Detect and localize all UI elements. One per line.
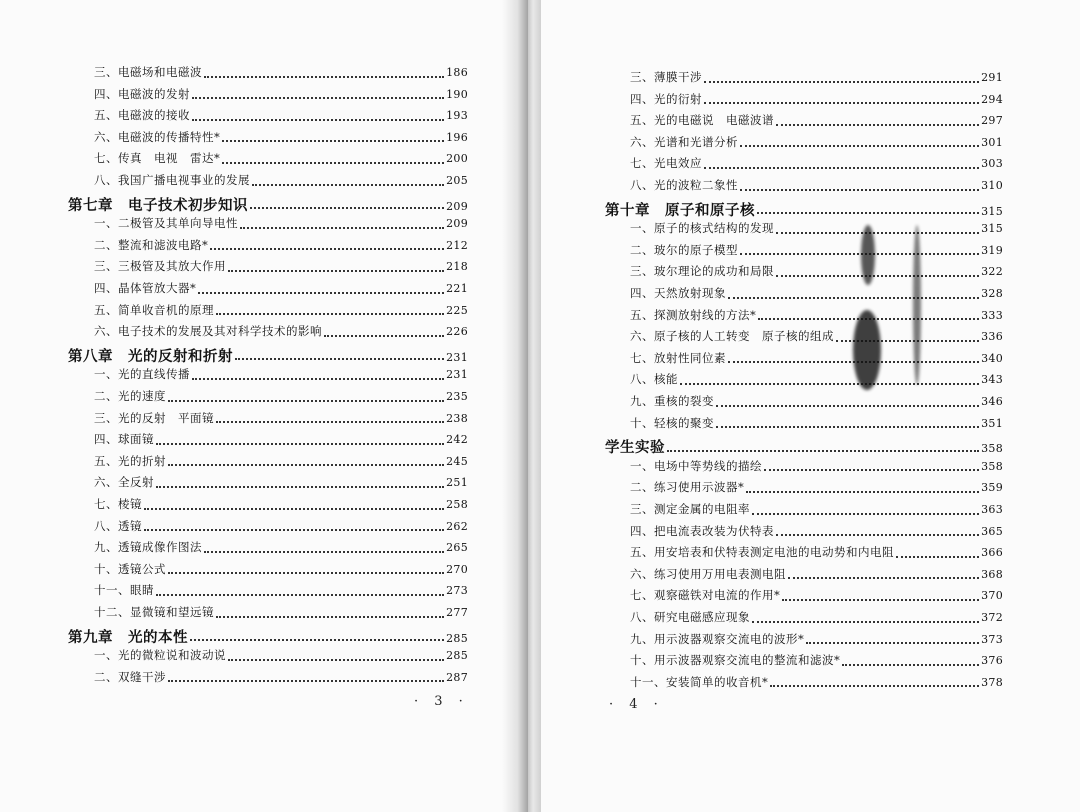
toc-page-number: 333 bbox=[981, 308, 1003, 322]
leader-dots bbox=[716, 425, 979, 428]
toc-page-number: 351 bbox=[981, 416, 1003, 430]
toc-page-number: 221 bbox=[446, 282, 468, 295]
toc-page-number: 258 bbox=[446, 498, 468, 511]
toc-page-number: 372 bbox=[981, 611, 1003, 624]
toc-entry bbox=[94, 150, 468, 168]
leader-dots bbox=[740, 144, 979, 147]
ink-smudge bbox=[861, 225, 875, 285]
toc-entry-title: 四、球面镜 bbox=[94, 432, 154, 447]
toc-entry bbox=[94, 604, 468, 622]
toc-entry-title: 九、重核的裂变 bbox=[630, 394, 714, 408]
leader-dots bbox=[216, 615, 444, 618]
toc-entry bbox=[630, 134, 1003, 152]
page-number-left: · 3 · bbox=[414, 694, 469, 709]
leader-dots bbox=[740, 188, 979, 191]
toc-entry-title: 七、棱镜 bbox=[94, 497, 142, 511]
leader-dots bbox=[704, 80, 979, 83]
leader-dots bbox=[667, 449, 979, 452]
toc-page-number: 242 bbox=[446, 433, 468, 447]
toc-entry bbox=[94, 410, 468, 428]
toc-entry-title: 二、光的速度 bbox=[94, 389, 166, 403]
toc-page-number: 193 bbox=[446, 109, 468, 123]
toc-page-number: 218 bbox=[446, 260, 468, 274]
leader-dots bbox=[190, 638, 444, 641]
toc-entry-title: 三、三极管及其放大作用 bbox=[94, 259, 226, 274]
toc-entry-title: 一、光的直线传播 bbox=[94, 367, 190, 382]
toc-page-number: 238 bbox=[446, 411, 468, 425]
toc-entry bbox=[630, 69, 1003, 87]
toc-entry bbox=[94, 453, 468, 471]
leader-dots bbox=[204, 75, 444, 78]
toc-entry-title: 二、双缝干涉 bbox=[94, 669, 166, 684]
toc-entry-title: 六、原子核的人工转变 原子核的组成 bbox=[630, 329, 834, 344]
toc-page-number: 315 bbox=[981, 222, 1003, 236]
toc-entry-title: 三、薄膜干涉 bbox=[630, 70, 702, 84]
leader-dots bbox=[788, 576, 979, 579]
toc-page-number: 322 bbox=[981, 265, 1003, 279]
page-number-right: · 4 · bbox=[609, 697, 664, 712]
toc-entry-title: 第十章 原子和原子核 bbox=[605, 201, 755, 219]
toc-entry bbox=[630, 631, 1003, 649]
leader-dots bbox=[168, 571, 444, 574]
leader-dots bbox=[764, 468, 979, 471]
toc-entry-title: 十、透镜公式 bbox=[94, 561, 166, 576]
toc-entry-title: 八、核能 bbox=[630, 372, 678, 387]
toc-entry-title: 五、用安培表和伏特表测定电池的电动势和内电阻 bbox=[630, 545, 894, 560]
right-page bbox=[541, 0, 1080, 812]
toc-entry bbox=[94, 107, 468, 125]
toc-page-number: 319 bbox=[981, 243, 1003, 257]
toc-entry-title: 七、光电效应 bbox=[630, 156, 702, 171]
toc-entry-title: 第八章 光的反射和折射 bbox=[68, 347, 233, 365]
leader-dots bbox=[842, 663, 979, 666]
toc-entry bbox=[94, 474, 468, 492]
toc-entry bbox=[630, 155, 1003, 173]
toc-page-number: 373 bbox=[981, 632, 1003, 646]
toc-entry-title: 六、电磁波的传播特性* bbox=[94, 129, 221, 144]
toc-entry bbox=[630, 544, 1003, 562]
toc-entry bbox=[630, 674, 1003, 692]
leader-dots bbox=[156, 485, 444, 488]
toc-entry-title: 十、用示波器观察交流电的整流和滤波* bbox=[630, 653, 841, 668]
toc-page-number: 209 bbox=[446, 199, 468, 213]
toc-entry bbox=[630, 350, 1003, 368]
toc-entry bbox=[94, 129, 468, 147]
toc-entry-title: 二、整流和滤波电路* bbox=[94, 237, 209, 252]
toc-page-number: 303 bbox=[981, 157, 1003, 171]
toc-entry-title: 六、电子技术的发展及其对科学技术的影响 bbox=[94, 324, 322, 339]
toc-page-number: 225 bbox=[446, 303, 468, 317]
leader-dots bbox=[776, 533, 979, 536]
toc-chapter-heading bbox=[68, 194, 468, 216]
leader-dots bbox=[156, 593, 444, 596]
toc-entry-title: 第九章 光的本性 bbox=[68, 628, 188, 646]
toc-page-number: 287 bbox=[446, 670, 468, 684]
toc-entry-title: 五、电磁波的接收 bbox=[94, 108, 190, 123]
toc-page-number: 205 bbox=[446, 174, 468, 187]
toc-entry bbox=[94, 86, 468, 104]
toc-page-number: 277 bbox=[446, 606, 468, 619]
toc-chapter-heading bbox=[68, 626, 468, 648]
toc-page-number: 265 bbox=[446, 541, 468, 555]
toc-page-number: 376 bbox=[981, 654, 1003, 668]
leader-dots bbox=[198, 291, 444, 294]
toc-page-number: 190 bbox=[446, 87, 468, 101]
toc-page-number: 346 bbox=[981, 395, 1003, 408]
leader-dots bbox=[240, 226, 444, 229]
leader-dots bbox=[776, 231, 979, 234]
toc-entry bbox=[630, 587, 1003, 605]
leader-dots bbox=[168, 399, 444, 402]
toc-entry-title: 六、全反射 bbox=[94, 475, 154, 490]
toc-entry-title: 五、探测放射线的方法* bbox=[630, 307, 757, 322]
toc-page-number: 273 bbox=[446, 584, 468, 598]
leader-dots bbox=[782, 598, 979, 601]
leader-dots bbox=[168, 463, 444, 466]
toc-entry bbox=[630, 328, 1003, 346]
toc-page-number: 245 bbox=[446, 454, 468, 468]
leader-dots bbox=[222, 139, 444, 142]
toc-chapter-heading bbox=[605, 436, 1003, 458]
toc-entry bbox=[630, 112, 1003, 130]
toc-entry bbox=[630, 566, 1003, 584]
leader-dots bbox=[680, 382, 979, 385]
ink-smudge bbox=[853, 310, 881, 390]
toc-page-number: 328 bbox=[981, 287, 1003, 300]
leader-dots bbox=[222, 161, 444, 164]
toc-entry bbox=[630, 501, 1003, 519]
toc-entry-title: 一、电场中等势线的描绘 bbox=[630, 458, 762, 473]
toc-page-number: 285 bbox=[446, 649, 468, 663]
toc-entry-title: 十二、显微镜和望远镜 bbox=[94, 605, 214, 619]
toc-entry bbox=[94, 669, 468, 687]
left-page bbox=[0, 0, 528, 812]
leader-dots bbox=[740, 252, 979, 255]
toc-entry bbox=[94, 64, 468, 82]
toc-page-number: 200 bbox=[446, 152, 468, 166]
toc-entry bbox=[630, 393, 1003, 411]
toc-entry bbox=[94, 561, 468, 579]
toc-entry bbox=[94, 366, 468, 384]
leader-dots bbox=[776, 274, 979, 277]
toc-entry bbox=[94, 496, 468, 514]
leader-dots bbox=[228, 269, 444, 272]
leader-dots bbox=[192, 377, 444, 380]
toc-entry-title: 七、观察磁铁对电流的作用* bbox=[630, 588, 781, 603]
toc-entry bbox=[630, 609, 1003, 627]
leader-dots bbox=[168, 679, 444, 682]
leader-dots bbox=[210, 247, 444, 250]
toc-page-number: 251 bbox=[446, 476, 468, 490]
page-gutter bbox=[528, 0, 541, 812]
toc-chapter-heading bbox=[605, 199, 1003, 221]
toc-entry-title: 五、光的折射 bbox=[94, 453, 166, 468]
toc-entry-title: 二、练习使用示波器* bbox=[630, 480, 745, 495]
toc-entry-title: 三、玻尔理论的成功和局限 bbox=[630, 264, 774, 279]
leader-dots bbox=[324, 334, 444, 337]
toc-entry-title: 四、把电流表改装为伏特表 bbox=[630, 523, 774, 538]
toc-entry-title: 七、放射性同位素 bbox=[630, 350, 726, 365]
toc-page-number: 315 bbox=[981, 204, 1003, 218]
leader-dots bbox=[806, 641, 979, 644]
toc-entry-title: 一、二极管及其单向导电性 bbox=[94, 216, 238, 231]
toc-entry bbox=[94, 518, 468, 536]
toc-page-number: 366 bbox=[981, 546, 1003, 560]
toc-page-number: 209 bbox=[446, 217, 468, 231]
leader-dots bbox=[216, 420, 444, 423]
toc-page-number: 186 bbox=[446, 66, 468, 79]
leader-dots bbox=[192, 118, 444, 121]
toc-entry-title: 四、晶体管放大器* bbox=[94, 281, 197, 295]
toc-page-number: 310 bbox=[981, 179, 1003, 192]
toc-entry bbox=[94, 323, 468, 341]
toc-entry-title: 一、原子的核式结构的发现 bbox=[630, 221, 774, 236]
toc-entry-title: 八、透镜 bbox=[94, 518, 142, 533]
toc-entry bbox=[630, 91, 1003, 109]
toc-entry bbox=[630, 371, 1003, 389]
toc-entry-title: 一、光的微粒说和波动说 bbox=[94, 648, 226, 663]
leader-dots bbox=[728, 296, 979, 299]
spine-shadow-left bbox=[502, 0, 528, 812]
toc-entry bbox=[630, 177, 1003, 195]
toc-page-number: 231 bbox=[446, 350, 468, 364]
leader-dots bbox=[757, 211, 979, 214]
toc-entry bbox=[94, 172, 468, 190]
leader-dots bbox=[250, 206, 444, 209]
toc-entry-title: 七、传真 电视 雷达* bbox=[94, 151, 221, 166]
toc-entry-title: 八、研究电磁感应现象 bbox=[630, 610, 750, 624]
toc-entry-title: 二、玻尔的原子模型 bbox=[630, 242, 738, 257]
toc-page-number: 370 bbox=[981, 589, 1003, 603]
leader-dots bbox=[770, 684, 979, 687]
toc-entry bbox=[630, 652, 1003, 670]
toc-entry-title: 第七章 电子技术初步知识 bbox=[68, 196, 248, 214]
toc-page-number: 294 bbox=[981, 92, 1003, 106]
toc-page-number: 231 bbox=[446, 368, 468, 382]
leader-dots bbox=[156, 442, 444, 445]
toc-entry bbox=[94, 388, 468, 406]
leader-dots bbox=[144, 507, 444, 510]
toc-entry-title: 四、天然放射现象 bbox=[630, 286, 726, 300]
toc-entry bbox=[94, 582, 468, 600]
toc-page-number: 226 bbox=[446, 325, 468, 339]
toc-page-number: 343 bbox=[981, 373, 1003, 387]
toc-entry bbox=[94, 237, 468, 255]
toc-entry bbox=[630, 415, 1003, 433]
toc-chapter-heading bbox=[68, 345, 468, 367]
toc-page-number: 365 bbox=[981, 524, 1003, 538]
toc-page-number: 340 bbox=[981, 351, 1003, 365]
toc-entry-title: 八、光的波粒二象性 bbox=[630, 178, 738, 192]
ink-smudge bbox=[913, 225, 921, 385]
toc-entry-title: 八、我国广播电视事业的发展 bbox=[94, 173, 250, 187]
toc-entry-title: 三、测定金属的电阻率 bbox=[630, 502, 750, 516]
toc-page-number: 262 bbox=[446, 519, 468, 533]
leader-dots bbox=[252, 183, 444, 186]
toc-entry-title: 三、电磁场和电磁波 bbox=[94, 65, 202, 79]
leader-dots bbox=[752, 512, 979, 515]
toc-entry-title: 五、光的电磁说 电磁波谱 bbox=[630, 113, 774, 128]
toc-page-number: 301 bbox=[981, 135, 1003, 149]
leader-dots bbox=[235, 357, 444, 360]
toc-entry bbox=[630, 242, 1003, 260]
leader-dots bbox=[704, 101, 979, 104]
toc-entry bbox=[94, 647, 468, 665]
toc-page-number: 358 bbox=[981, 442, 1003, 456]
toc-entry bbox=[94, 280, 468, 298]
toc-page-number: 270 bbox=[446, 562, 468, 576]
toc-page-number: 212 bbox=[446, 238, 468, 252]
toc-entry bbox=[630, 523, 1003, 541]
toc-entry bbox=[630, 458, 1003, 476]
toc-entry-title: 六、光谱和光谱分析 bbox=[630, 134, 738, 149]
toc-page-number: 358 bbox=[981, 459, 1003, 473]
toc-entry bbox=[630, 479, 1003, 497]
toc-entry bbox=[630, 285, 1003, 303]
toc-entry-title: 六、练习使用万用电表测电阻 bbox=[630, 566, 786, 581]
toc-entry-title: 四、电磁波的发射 bbox=[94, 86, 190, 101]
leader-dots bbox=[228, 658, 444, 661]
toc-page-number: 336 bbox=[981, 330, 1003, 344]
toc-page-number: 196 bbox=[446, 130, 468, 144]
leader-dots bbox=[216, 312, 444, 315]
toc-page-number: 291 bbox=[981, 71, 1003, 84]
toc-entry-title: 三、光的反射 平面镜 bbox=[94, 410, 214, 425]
leader-dots bbox=[144, 528, 444, 531]
leader-dots bbox=[776, 123, 979, 126]
toc-page-number: 359 bbox=[981, 481, 1003, 495]
toc-entry-title: 十、轻核的聚变 bbox=[630, 415, 714, 430]
leader-dots bbox=[704, 166, 979, 169]
toc-page-number: 378 bbox=[981, 675, 1003, 689]
toc-entry bbox=[94, 431, 468, 449]
toc-entry bbox=[94, 215, 468, 233]
toc-entry bbox=[94, 302, 468, 320]
toc-entry bbox=[630, 220, 1003, 238]
leader-dots bbox=[896, 555, 979, 558]
leader-dots bbox=[752, 620, 979, 623]
toc-entry bbox=[630, 263, 1003, 281]
leader-dots bbox=[716, 404, 979, 407]
leader-dots bbox=[192, 96, 444, 99]
toc-entry-title: 十一、安装简单的收音机* bbox=[630, 674, 769, 689]
toc-entry bbox=[94, 258, 468, 276]
toc-entry-title: 学生实验 bbox=[605, 439, 665, 457]
toc-page-number: 368 bbox=[981, 567, 1003, 581]
leader-dots bbox=[204, 550, 444, 553]
toc-page-number: 235 bbox=[446, 390, 468, 403]
toc-entry-title: 四、光的衍射 bbox=[630, 91, 702, 106]
toc-entry bbox=[630, 307, 1003, 325]
toc-page-number: 297 bbox=[981, 114, 1003, 128]
toc-entry-title: 九、用示波器观察交流电的波形* bbox=[630, 631, 805, 646]
toc-entry-title: 十一、眼睛 bbox=[94, 583, 154, 598]
toc-entry bbox=[94, 539, 468, 557]
leader-dots bbox=[746, 490, 979, 493]
toc-page-number: 363 bbox=[981, 503, 1003, 516]
toc-page-number: 285 bbox=[446, 631, 468, 645]
toc-entry-title: 九、透镜成像作图法 bbox=[94, 540, 202, 555]
toc-entry-title: 五、简单收音机的原理 bbox=[94, 302, 214, 317]
